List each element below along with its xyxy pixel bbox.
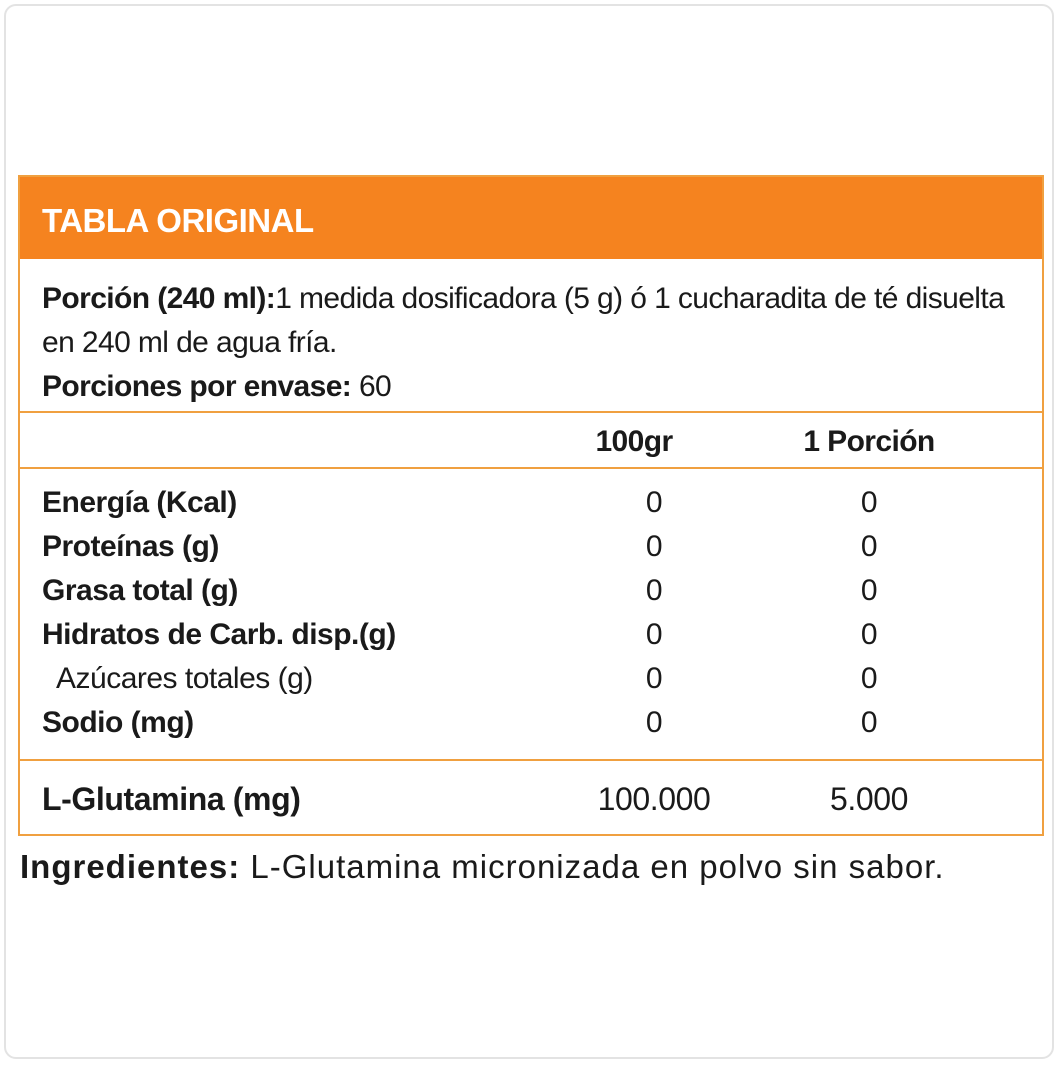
row-label: Hidratos de Carb. disp.(g) xyxy=(42,618,396,651)
row-value-100gr: 0 xyxy=(645,574,663,607)
row-label-sub: Azúcares totales (g) xyxy=(56,662,313,695)
row-value-portion: 0 xyxy=(860,662,878,695)
row-value-100gr: 0 xyxy=(645,618,663,651)
servings-value: 60 xyxy=(358,370,392,403)
table-row xyxy=(42,614,1042,658)
glutamine-label: L-Glutamina (mg) xyxy=(42,781,301,817)
table-row xyxy=(42,702,1042,746)
ingredients-text: L-Glutamina micronizada en polvo sin sabor. xyxy=(250,848,945,885)
row-label: Proteínas (g) xyxy=(42,530,219,563)
portion-info xyxy=(42,277,1032,409)
row-value-portion: 0 xyxy=(860,486,878,519)
row-value-100gr: 0 xyxy=(645,530,663,563)
servings-label: Porciones por envase: xyxy=(42,370,352,403)
table-row xyxy=(42,658,1042,702)
table-title: TABLA ORIGINAL xyxy=(42,202,314,239)
row-value-portion: 0 xyxy=(860,618,878,651)
row-value-portion: 0 xyxy=(860,706,878,739)
nutrient-rows xyxy=(42,482,1042,746)
portion-text: 1 medida dosificadora (5 g) ó 1 cucharadita de té disuelta en 240 ml de agua fría. xyxy=(42,282,1005,359)
row-value-100gr: 0 xyxy=(645,486,663,519)
ingredients-line xyxy=(20,848,945,886)
table-row xyxy=(42,526,1042,570)
nutrition-table xyxy=(18,175,1044,836)
row-value-portion: 0 xyxy=(860,530,878,563)
divider-columns xyxy=(20,467,1042,469)
row-label: Grasa total (g) xyxy=(42,574,238,607)
row-value-100gr: 0 xyxy=(645,662,663,695)
column-header-100gr: 100gr xyxy=(595,425,673,458)
row-value-100gr: 0 xyxy=(645,706,663,739)
column-header-portion: 1 Porción xyxy=(803,425,935,458)
glutamine-value-100gr: 100.000 xyxy=(597,781,711,817)
table-header xyxy=(20,177,1042,259)
divider-bottom xyxy=(20,759,1042,761)
divider-top xyxy=(20,411,1042,413)
table-row xyxy=(42,482,1042,526)
row-label: Energía (Kcal) xyxy=(42,486,237,519)
row-label: Sodio (mg) xyxy=(42,706,194,739)
row-value-portion: 0 xyxy=(860,574,878,607)
glutamine-value-portion: 5.000 xyxy=(829,781,909,817)
ingredients-label: Ingredientes: xyxy=(20,848,241,885)
table-row xyxy=(42,570,1042,614)
portion-label: Porción (240 ml): xyxy=(42,282,276,315)
glutamine-row xyxy=(42,777,1042,821)
